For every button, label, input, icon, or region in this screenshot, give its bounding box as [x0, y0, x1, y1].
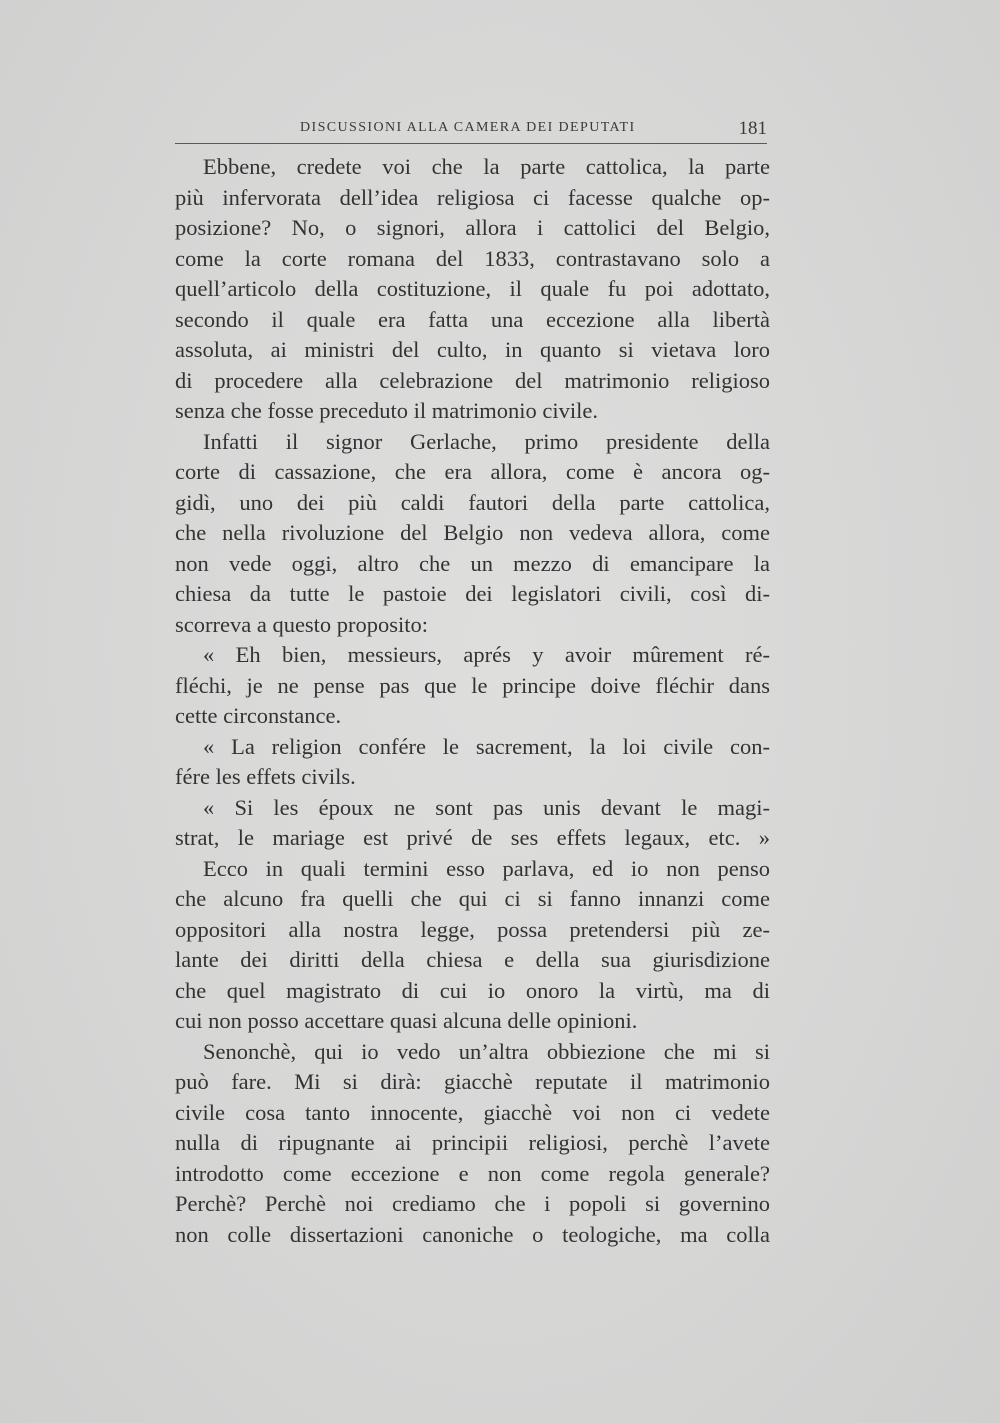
text-line: corte di cassazione, che era allora, come è ancora og- [175, 459, 770, 484]
text-line: non colle dissertazioni canoniche o teologiche, ma colla [175, 1221, 770, 1247]
text-line: più infervorata dell’idea religiosa ci facesse qualche op- [175, 184, 770, 210]
text-line: introdotto come eccezione e non come regola generale? [175, 1160, 770, 1186]
running-head: DISCUSSIONI ALLA CAMERA DEI DEPUTATI [300, 120, 636, 135]
text-line: che alcuno fra quelli che qui ci si fanno innanzi come [175, 886, 770, 911]
text-line: Perchè? Perchè noi crediamo che i popoli si governino [175, 1191, 770, 1216]
text-line: scorreva a questo proposito: [175, 611, 429, 637]
text-line: fléchi, je ne pense pas que le principe doive fléchir dans [175, 672, 770, 698]
text-line: « Si les époux ne sont pas unis devant le magi- [203, 794, 770, 820]
text-line: quell’articolo della costituzione, il quale fu poi adottato, [175, 276, 770, 301]
text-line: Infatti il signor Gerlache, primo presidente della [203, 428, 770, 454]
text-line: lante dei diritti della chiesa e della sua giurisdizione [175, 947, 770, 972]
text-line: strat, le mariage est privé de ses effets legaux, etc. » [175, 825, 770, 850]
body-text [175, 152, 770, 1250]
text-line: secondo il quale era fatta una eccezione alla libertà [175, 306, 770, 332]
text-line: come la corte romana del 1833, contrastavano solo a [175, 245, 770, 271]
text-line: cette circonstance. [175, 703, 342, 728]
text-line: Senonchè, qui io vedo un’altra obbiezione che mi si [203, 1038, 770, 1064]
text-line: nulla di ripugnante ai principii religiosi, perchè l’avete [175, 1130, 770, 1155]
text-line: cui non posso accettare quasi alcuna delle opinioni. [175, 1008, 638, 1033]
page-number: 181 [738, 118, 767, 139]
text-line: oppositori alla nostra legge, possa pretendersi più ze- [175, 916, 770, 942]
text-line: di procedere alla celebrazione del matrimonio religioso [175, 367, 770, 393]
text-line: « La religion confére le sacrement, la loi civile con- [203, 733, 770, 759]
text-line: gidì, uno dei più caldi fautori della parte cattolica, [175, 489, 770, 515]
text-line: senza che fosse preceduto il matrimonio civile. [175, 398, 598, 423]
page-header [175, 118, 767, 140]
text-line: non vede oggi, altro che un mezzo di emancipare la [175, 550, 770, 576]
text-line: che nella rivoluzione del Belgio non vedeva allora, come [175, 520, 770, 545]
text-line: posizione? No, o signori, allora i cattolici del Belgio, [175, 215, 770, 240]
text-line: che quel magistrato di cui io onoro la virtù, ma di [175, 977, 770, 1003]
text-line: fére les effets civils. [175, 764, 356, 789]
text-line: civile cosa tanto innocente, giacchè voi non ci vedete [175, 1099, 770, 1125]
text-line: Ebbene, credete voi che la parte cattolica, la parte [203, 154, 770, 179]
text-line: può fare. Mi si dirà: giacchè reputate il matrimonio [175, 1069, 770, 1094]
text-line: chiesa da tutte le pastoie dei legislatori civili, così di- [175, 581, 770, 606]
text-line: « Eh bien, messieurs, aprés y avoir mûrement ré- [203, 642, 770, 667]
text-line: Ecco in quali termini esso parlava, ed io non penso [203, 855, 770, 881]
text-line: assoluta, ai ministri del culto, in quanto si vietava loro [175, 337, 770, 362]
header-rule [175, 143, 767, 144]
